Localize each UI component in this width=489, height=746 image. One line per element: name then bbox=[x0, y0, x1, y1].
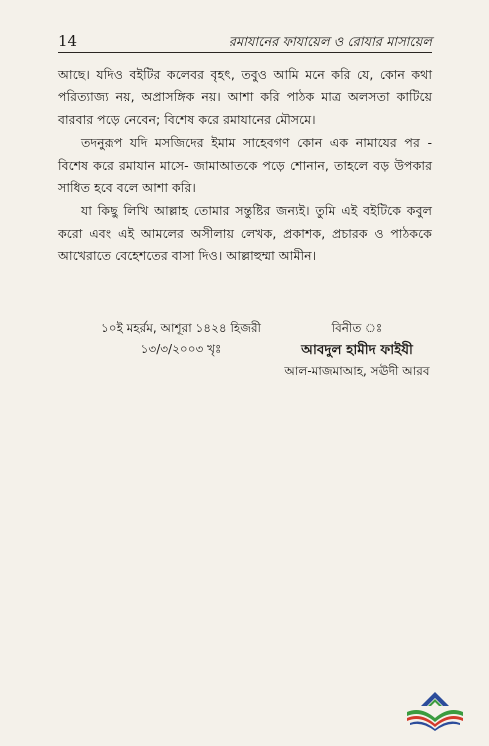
humble-label: বিনীত ঃ bbox=[331, 321, 383, 335]
signature-date-block bbox=[96, 318, 266, 360]
author-location: আল-মাজমাআহ, সঊদী আরব bbox=[284, 364, 430, 378]
body-text bbox=[58, 64, 432, 269]
running-title: রমাযানের ফাযায়েল ও রোযার মাসায়েল bbox=[228, 35, 432, 50]
paragraph-1: আছে। যদিও বইটির কলেবর বৃহৎ, তবুও আমি মনে করি যে, কোন কথা পরিত্যাজ্য নয়, অপ্রাসঙ্গিক নয়। আশা করি পাঠক মাত্র অলসতা কাটিয়ে বারবার পড়ে নেবেন; বিশেষ করে রমাযানের মৌসমে। bbox=[58, 67, 432, 127]
page-number: 14 bbox=[58, 32, 78, 50]
logo-book-top-shape bbox=[407, 710, 463, 722]
date-hijri: ১০ই মহর্রম, আশূরা ১৪২৪ হিজরী bbox=[101, 321, 261, 335]
book-arrow-logo-icon bbox=[404, 688, 466, 732]
header-rule bbox=[58, 52, 432, 53]
paragraph-3: যা কিছু লিখি আল্লাহ তোমার সন্তুষ্টির জন্যই। তুমি এই বইটিকে কবুল করো এবং এই আমলের অসীলায় লেখক, প্রকাশক, প্রচারক ও পাঠককে আখেরাতে বেহেশতের বাসা দিও। আল্লাহুম্মা আমীন। bbox=[58, 203, 432, 264]
date-gregorian: ১৩/৩/২০০৩ খৃঃ bbox=[140, 342, 222, 356]
author-name: আবদুল হামীদ ফাইযী bbox=[301, 342, 413, 358]
paragraph-2: তদনুরূপ যদি মসজিদের ইমাম সাহেবগণ কোন এক নামাযের পর - বিশেষ করে রমাযান মাসে- জামাআতকে পড়ে শোনান, তাহলে বড় উপকার সাধিত হবে বলে আশা করি। bbox=[58, 135, 432, 196]
page-header bbox=[58, 30, 432, 56]
signature-author-block bbox=[282, 318, 432, 382]
